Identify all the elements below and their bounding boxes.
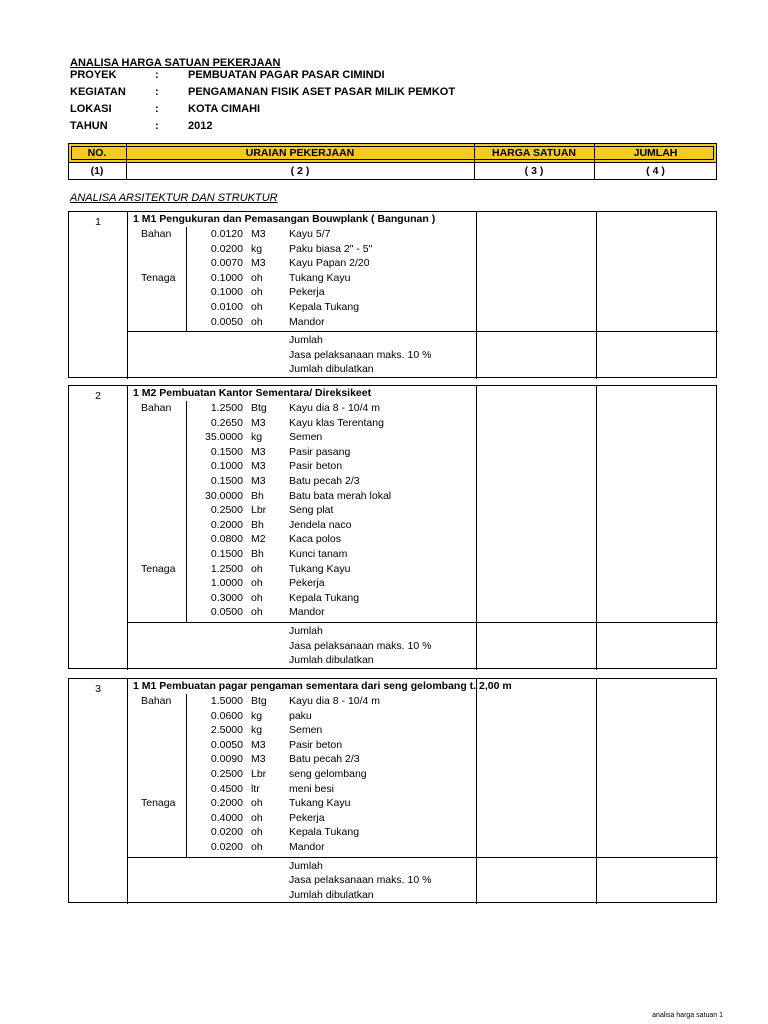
unit: oh <box>251 826 263 839</box>
summary-divider <box>127 622 718 623</box>
unit: oh <box>251 271 263 284</box>
resource-description: Pasir beton <box>289 460 343 473</box>
quantity: 0.4000 <box>210 811 243 824</box>
meta-value: PEMBUATAN PAGAR PASAR CIMINDI <box>188 69 385 81</box>
unit: M3 <box>251 460 266 473</box>
quantity: 1.2500 <box>210 402 243 414</box>
resource-description: Kayu dia 8 - 10/4 m <box>289 402 381 414</box>
meta-separator: : <box>155 69 159 81</box>
resource-group: Tenaga <box>141 271 176 284</box>
quantity: 0.2000 <box>210 518 243 531</box>
unit: M3 <box>251 445 266 458</box>
item-number: 2 <box>95 390 101 402</box>
meta-label: PROYEK <box>70 69 117 81</box>
unit: M3 <box>251 228 266 240</box>
col-uraian-index: ( 2 ) <box>290 165 310 177</box>
col-uraian-header: URAIAN PEKERJAAN <box>245 147 355 159</box>
column-divider <box>476 386 477 670</box>
summary-divider <box>127 857 718 858</box>
quantity: 0.0500 <box>210 606 243 619</box>
quantity: 0.2500 <box>210 768 243 780</box>
column-divider <box>127 679 128 904</box>
quantity: 0.1500 <box>210 475 243 487</box>
resource-group: Tenaga <box>141 797 176 810</box>
quantity: 0.2000 <box>210 797 243 810</box>
quantity: 0.2500 <box>210 504 243 517</box>
resource-description: paku <box>289 709 312 722</box>
quantity: 0.0050 <box>210 315 243 328</box>
summary-line: Jasa pelaksanaan maks. 10 % <box>289 348 432 361</box>
resource-description: Pasir pasang <box>289 445 351 458</box>
quantity: 0.1000 <box>210 460 243 473</box>
quantity: 0.0070 <box>210 257 243 270</box>
resource-description: Tukang Kayu <box>289 271 351 284</box>
col-no-header: NO. <box>87 147 107 159</box>
resource-description: Batu bata merah lokal <box>289 489 392 502</box>
resource-description: Tukang Kayu <box>289 797 351 810</box>
unit: M2 <box>251 533 266 546</box>
meta-separator: : <box>155 120 159 132</box>
item-block <box>68 678 717 903</box>
quantity: 1.0000 <box>210 577 243 590</box>
quantity: 0.1000 <box>210 271 243 284</box>
resource-description: Paku biasa 2" - 5" <box>289 242 373 255</box>
column-divider <box>596 679 597 904</box>
col-harga-header: HARGA SATUAN <box>492 147 576 159</box>
unit: M3 <box>251 475 266 487</box>
column-header-table <box>68 143 717 180</box>
col-harga-index: ( 3 ) <box>524 165 544 177</box>
summary-divider <box>127 331 718 332</box>
meta-label: LOKASI <box>70 103 112 115</box>
resource-description: Jendela naco <box>289 518 352 531</box>
summary-line: Jumlah dibulatkan <box>289 363 374 376</box>
quantity: 1.2500 <box>210 562 243 575</box>
summary-line: Jumlah <box>289 334 323 347</box>
unit: M3 <box>251 753 266 766</box>
quantity: 0.0050 <box>210 738 243 751</box>
unit: Btg <box>251 695 267 707</box>
unit: oh <box>251 315 263 328</box>
unit: oh <box>251 562 263 575</box>
resource-description: Kayu dia 8 - 10/4 m <box>289 695 381 707</box>
quantity: 0.2650 <box>210 416 243 429</box>
quantity: 0.1500 <box>210 445 243 458</box>
unit: kg <box>251 709 263 722</box>
quantity: 0.0200 <box>210 841 243 853</box>
resource-description: Kepala Tukang <box>289 591 360 604</box>
meta-label: KEGIATAN <box>70 86 126 98</box>
column-divider <box>596 212 597 379</box>
item-number: 1 <box>95 216 101 228</box>
quantity: 2.5000 <box>210 724 243 737</box>
column-divider <box>476 212 477 379</box>
resource-description: Pekerja <box>289 577 325 590</box>
quantity: 0.1500 <box>210 548 243 560</box>
resource-description: Semen <box>289 431 323 444</box>
resource-description: Mandor <box>289 606 325 619</box>
item-block <box>68 211 717 378</box>
document-title: ANALISA HARGA SATUAN PEKERJAAN <box>70 57 281 69</box>
resource-description: Kepala Tukang <box>289 826 360 839</box>
meta-separator: : <box>155 86 159 98</box>
resource-description: Pekerja <box>289 286 325 299</box>
item-title: 1 M1 Pengukuran dan Pemasangan Bouwplank ( Bangunan ) <box>133 213 436 225</box>
unit: M3 <box>251 738 266 751</box>
meta-value: 2012 <box>188 120 213 132</box>
quantity: 0.0800 <box>210 533 243 546</box>
unit: Bh <box>251 548 264 560</box>
summary-line: Jumlah <box>289 859 323 872</box>
unit: oh <box>251 841 263 853</box>
quantity: 0.0090 <box>210 753 243 766</box>
resource-description: Seng plat <box>289 504 334 517</box>
resource-description: Kayu klas Terentang <box>289 416 384 429</box>
page-footer: analisa harga satuan 1 <box>652 1012 723 1019</box>
quantity: 0.1000 <box>210 286 243 299</box>
unit: oh <box>251 591 263 604</box>
resource-description: Kepala Tukang <box>289 301 360 313</box>
summary-line: Jumlah <box>289 625 323 637</box>
resource-description: Mandor <box>289 841 325 853</box>
unit: Bh <box>251 489 264 502</box>
quantity: 1.5000 <box>210 695 243 707</box>
item-title: 1 M1 Pembuatan pagar pengaman sementara dari seng gelombang t. 2,00 m <box>133 680 512 692</box>
unit: oh <box>251 606 263 619</box>
unit: oh <box>251 286 263 299</box>
quantity: 35.0000 <box>205 431 243 444</box>
section-title: ANALISA ARSITEKTUR DAN STRUKTUR <box>70 192 278 204</box>
resource-description: Mandor <box>289 315 325 328</box>
resource-description: Pasir beton <box>289 738 343 751</box>
col-jumlah-index: ( 4 ) <box>646 165 665 177</box>
item-block <box>68 385 717 669</box>
quantity: 0.0600 <box>210 709 243 722</box>
quantity: 0.0200 <box>210 242 243 255</box>
resource-description: Kaca polos <box>289 533 341 546</box>
meta-value: PENGAMANAN FISIK ASET PASAR MILIK PEMKOT <box>188 86 456 98</box>
resource-description: Pekerja <box>289 811 325 824</box>
unit: oh <box>251 797 263 810</box>
unit: ltr <box>251 782 260 795</box>
column-divider <box>127 212 128 379</box>
column-divider <box>127 386 128 670</box>
resource-description: Batu pecah 2/3 <box>289 475 360 487</box>
resource-description: Kayu 5/7 <box>289 228 331 240</box>
resource-description: Semen <box>289 724 323 737</box>
unit: oh <box>251 811 263 824</box>
resource-description: seng gelombang <box>289 768 367 780</box>
meta-separator: : <box>155 103 159 115</box>
summary-line: Jumlah dibulatkan <box>289 888 374 901</box>
quantity: 30.0000 <box>205 489 243 502</box>
unit: Btg <box>251 402 267 414</box>
quantity: 0.3000 <box>210 591 243 604</box>
unit: oh <box>251 301 263 313</box>
resource-description: meni besi <box>289 782 334 795</box>
unit: Lbr <box>251 768 267 780</box>
resource-group: Tenaga <box>141 562 176 575</box>
summary-line: Jumlah dibulatkan <box>289 654 374 667</box>
summary-line: Jasa pelaksanaan maks. 10 % <box>289 874 432 887</box>
resource-description: Tukang Kayu <box>289 562 351 575</box>
summary-line: Jasa pelaksanaan maks. 10 % <box>289 639 432 652</box>
unit: kg <box>251 431 263 444</box>
meta-label: TAHUN <box>70 120 108 132</box>
quantity: 0.0200 <box>210 826 243 839</box>
col-jumlah-header: JUMLAH <box>633 147 678 159</box>
resource-description: Batu pecah 2/3 <box>289 753 360 766</box>
resource-description: Kayu Papan 2/20 <box>289 257 370 270</box>
unit: M3 <box>251 257 266 270</box>
resource-group: Bahan <box>141 228 172 240</box>
column-divider <box>476 679 477 904</box>
unit: Lbr <box>251 504 267 517</box>
resource-group: Bahan <box>141 695 172 707</box>
quantity: 0.0100 <box>210 301 243 313</box>
col-no-index: (1) <box>90 165 104 177</box>
unit: Bh <box>251 518 264 531</box>
unit: kg <box>251 724 263 737</box>
unit: oh <box>251 577 263 590</box>
quantity: 0.4500 <box>210 782 243 795</box>
item-title: 1 M2 Pembuatan Kantor Sementara/ Direksikeet <box>133 387 372 399</box>
resource-description: Kunci tanam <box>289 548 348 560</box>
unit: M3 <box>251 416 266 429</box>
unit: kg <box>251 242 263 255</box>
meta-value: KOTA CIMAHI <box>188 103 261 115</box>
item-number: 3 <box>95 683 101 695</box>
column-divider <box>596 386 597 670</box>
resource-group: Bahan <box>141 402 172 414</box>
quantity: 0.0120 <box>210 228 243 240</box>
